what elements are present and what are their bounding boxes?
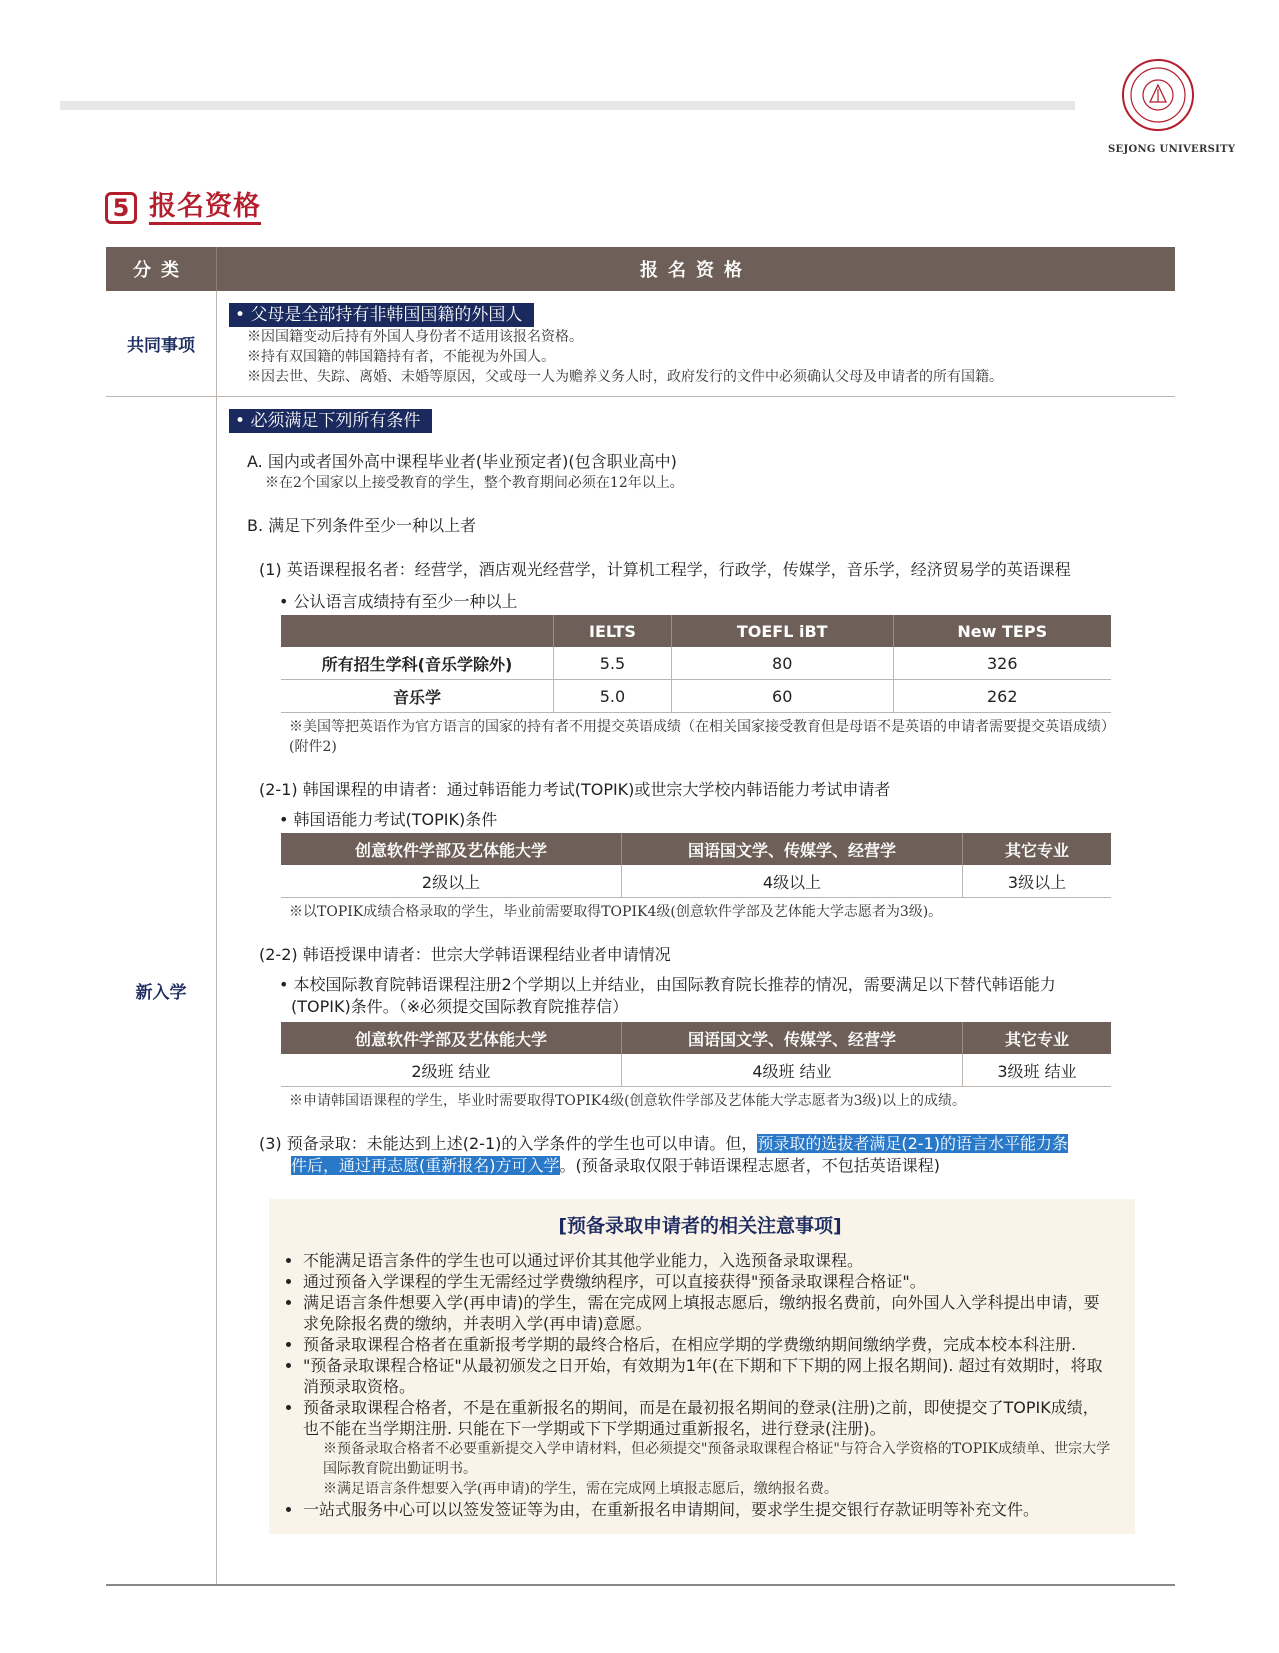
topik-header-2: 国语国文学、传媒学、经营学 [622,833,963,865]
table-cell: 60 [671,680,893,713]
table-cell: 5.0 [554,680,672,713]
b3-post: 。(预备录取仅限于韩语课程志愿者，不包括英语课程) [559,1156,940,1175]
english-header-toefl: TOEFL iBT [671,615,893,647]
condition-a-title: A. 国内或者国外高中课程毕业者(毕业预定者)(包含职业高中) [247,452,677,471]
freshman-row [106,397,1175,1586]
header-divider-bar [60,101,1075,110]
table-row [281,1054,1111,1087]
topik-header-3: 其它专业 [963,833,1112,865]
freshman-label: 新入学 [106,397,217,1584]
list-item: • 满足语言条件想要入学(再申请)的学生，需在完成网上填报志愿后，缴纳报名费前，向外国人入学科提出申请，要求免除报名费的缴纳，并表明入学(再申请)意愿。 [303,1292,1113,1334]
b1-title: (1) 英语课程报名者：经营学，酒店观光经营学，计算机工程学，行政学，传媒学，音乐学，经济贸易学的英语课程 [259,560,1071,579]
b3-pre: (3) 预备录取：未能达到上述(2-1)的入学条件的学生也可以申请。但， [259,1134,758,1153]
b1-bullet: • 公认语言成绩持有至少一种以上 [279,592,518,611]
condition-b-title: B. 满足下列条件至少一种以上者 [247,516,477,535]
notice-list [287,1250,1113,1520]
table-cell: 2级以上 [281,865,622,898]
common-heading: • 父母是全部持有非韩国国籍的外国人 [229,303,534,327]
course-header-1: 创意软件学部及艺体能大学 [281,1022,622,1054]
english-score-table [281,615,1111,713]
table-cell: 5.5 [554,647,672,680]
course-header-3: 其它专业 [963,1022,1112,1054]
common-label: 共同事项 [106,291,217,396]
b21-bullet: • 韩国语能力考试(TOPIK)条件 [279,810,498,829]
table-cell: 4级以上 [622,865,963,898]
section-number: 5 [105,192,137,224]
list-item: • 不能满足语言条件的学生也可以通过评价其其他学业能力，入选预备录取课程。 [303,1250,1113,1271]
notice-title: [预备录取申请者的相关注意事项] [558,1215,842,1237]
b22-title: (2-2) 韩语授课申请者：世宗大学韩语课程结业者申请情况 [259,945,671,964]
logo-text: SEJONG UNIVERSITY [1108,144,1236,155]
b22-bullet-2: (TOPIK)条件。（※必须提交国际教育院推荐信） [291,997,629,1016]
b1-note: ※美国等把英语作为官方语言的国家的持有者不用提交英语成绩（在相关国家接受教育但是母语不是英语的申请者需要提交英语成绩）(附件2) [289,719,1108,755]
list-item: • "预备录取课程合格证"从最初颁发之日开始，有效期为1年(在下期和下下期的网上报名期间). 超过有效期时，将取消预录取资格。 [303,1355,1113,1397]
table-header [106,247,1175,291]
university-logo [1108,58,1236,155]
header-category: 分类 [106,247,217,291]
table-cell: 2级班 结业 [281,1054,622,1087]
common-note-1: ※因国籍变动后持有外国人身份者不适用该报名资格。 [247,329,583,345]
table-cell: 音乐学 [281,680,554,713]
topik-header-1: 创意软件学部及艺体能大学 [281,833,622,865]
topik-table [281,833,1111,898]
b21-title: (2-1) 韩国课程的申请者：通过韩语能力考试(TOPIK)或世宗大学校内韩语能力考试申请者 [259,780,891,799]
university-seal-icon [1121,58,1195,132]
preliminary-admission-notice [269,1199,1135,1534]
header-qualification: 报名资格 [640,260,752,281]
table-cell: 所有招生学科(音乐学除外) [281,647,554,680]
section-title: 报名资格 [149,191,261,225]
qualification-table [106,247,1175,1586]
common-note-3: ※因去世、失踪、离婚、未婚等原因，父或母一人为赡养义务人时，政府发行的文件中必须确认父母及申请者的所有国籍。 [247,369,1003,385]
english-header-blank [281,615,554,647]
table-cell: 3级班 结业 [963,1054,1112,1087]
table-cell: 80 [671,647,893,680]
table-row [281,680,1111,713]
b21-note: ※以TOPIK成绩合格录取的学生，毕业前需要取得TOPIK4级(创意软件学部及艺体能大学志愿者为3级)。 [289,904,943,920]
condition-a-note: ※在2个国家以上接受教育的学生，整个教育期间必须在12年以上。 [265,475,684,491]
b22-bullet-1: • 本校国际教育院韩语课程注册2个学期以上并结业，由国际教育院长推荐的情况，需要满足以下替代韩语能力 [279,975,1056,994]
list-item: • 预备录取课程合格者在重新报考学期的最终合格后，在相应学期的学费缴纳期间缴纳学费，完成本校本科注册. [303,1334,1113,1355]
list-item: • 预备录取课程合格者，不是在重新报名的期间，而是在最初报名期间的登录(注册)之前，即使提交了TOPIK成绩，也不能在当学期注册. 只能在下一学期或下下学期通过重新报名，进行登录(注册)。 [303,1397,1113,1439]
table-cell: 262 [893,680,1111,713]
table-row [281,615,1111,647]
table-row [281,647,1111,680]
english-header-ielts: IELTS [554,615,672,647]
english-header-teps: New TEPS [893,615,1111,647]
common-note-2: ※持有双国籍的韩国籍持有者，不能视为外国人。 [247,349,555,365]
table-cell: 326 [893,647,1111,680]
notice-note: ※满足语言条件想要入学(再申请)的学生，需在完成网上填报志愿后，缴纳报名费。 [323,1481,838,1497]
notice-note: ※预备录取合格者不必要重新提交入学申请材料，但必须提交"预备录取课程合格证"与符合入学资格的TOPIK成绩单、世宗大学国际教育院出勤证明书。 [323,1441,1111,1477]
section-heading [105,191,261,225]
b22-note: ※申请韩国语课程的学生，毕业时需要取得TOPIK4级(创意软件学部及艺体能大学志愿者为3级)以上的成绩。 [289,1093,966,1109]
table-row [281,1022,1111,1054]
table-cell: 4级班 结业 [622,1054,963,1087]
table-cell: 3级以上 [963,865,1112,898]
table-row [281,833,1111,865]
b3-highlight-2: 件后，通过再志愿(重新报名)方可入学 [291,1156,560,1175]
list-item: • 通过预备入学课程的学生无需经过学费缴纳程序，可以直接获得"预备录取课程合格证"。 [303,1271,1113,1292]
freshman-heading: • 必须满足下列所有条件 [229,409,432,433]
korean-course-table [281,1022,1111,1087]
course-header-2: 国语国文学、传媒学、经营学 [622,1022,963,1054]
b3-highlight-1: 预录取的选拔者满足(2-1)的语言水平能力条 [757,1134,1068,1153]
table-row [281,865,1111,898]
b3-paragraph [259,1133,1109,1177]
list-item: • 一站式服务中心可以以签发签证等为由，在重新报名申请期间，要求学生提交银行存款证明等补充文件。 [303,1499,1113,1520]
common-row [106,291,1175,397]
